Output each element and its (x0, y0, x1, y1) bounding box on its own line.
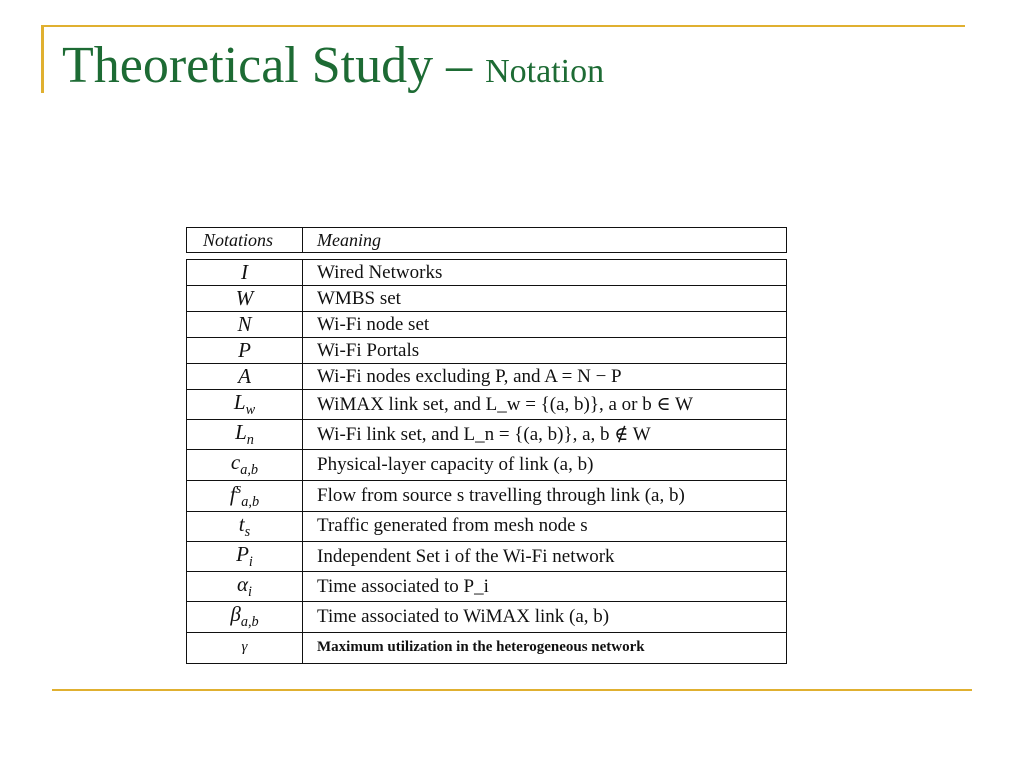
table-row (187, 260, 787, 286)
notation-symbol: W (187, 286, 303, 312)
header-notations: Notations (187, 228, 303, 253)
notation-symbol: N (187, 312, 303, 338)
notation-meaning: Flow from source s travelling through link (a, b) (303, 480, 787, 511)
slide-title (62, 37, 605, 94)
notation-symbol: A (187, 364, 303, 390)
slide-title-main: Theoretical Study – (62, 37, 486, 94)
notation-meaning: Physical-layer capacity of link (a, b) (303, 450, 787, 480)
notation-meaning: Wired Networks (303, 260, 787, 286)
bottom-divider-line (52, 689, 972, 691)
notation-meaning: Wi-Fi node set (303, 312, 787, 338)
notation-table-header (186, 227, 787, 253)
table-row (187, 480, 787, 511)
table-row (187, 338, 787, 364)
notation-meaning: Maximum utilization in the heterogeneous network (303, 632, 787, 663)
notation-meaning: Time associated to WiMAX link (a, b) (303, 602, 787, 632)
notation-symbol: $c_{a,b}$ (187, 450, 303, 480)
notation-symbol: $L_n$ (187, 420, 303, 450)
table-row (187, 602, 787, 632)
notation-symbol: I (187, 260, 303, 286)
table-row (187, 541, 787, 571)
table-row (187, 286, 787, 312)
notation-meaning: Wi-Fi nodes excluding P, and A = N − P (303, 364, 787, 390)
notation-meaning: WiMAX link set, and L_w = {(a, b)}, a or b ∈ W (303, 390, 787, 420)
notation-table (186, 227, 786, 664)
slide-title-sub: Notation (485, 53, 605, 90)
notation-symbol: γ (187, 632, 303, 663)
notation-symbol: P (187, 338, 303, 364)
header-meaning: Meaning (303, 228, 787, 253)
notation-meaning: Time associated to P_i (303, 572, 787, 602)
notation-symbol: $\beta_{a,b}$ (187, 602, 303, 632)
table-row (187, 420, 787, 450)
notation-meaning: Wi-Fi link set, and L_n = {(a, b)}, a, b ∉ W (303, 420, 787, 450)
table-row (187, 364, 787, 390)
left-accent-line (41, 25, 44, 93)
notation-symbol: $P_i$ (187, 541, 303, 571)
notation-meaning: Traffic generated from mesh node s (303, 511, 787, 541)
notation-meaning: Independent Set i of the Wi-Fi network (303, 541, 787, 571)
table-row (187, 450, 787, 480)
notation-meaning: Wi-Fi Portals (303, 338, 787, 364)
table-row (187, 632, 787, 663)
notation-meaning: WMBS set (303, 286, 787, 312)
notation-symbol: $L_w$ (187, 390, 303, 420)
table-row (187, 390, 787, 420)
table-row (187, 572, 787, 602)
notation-table-body (186, 259, 787, 664)
table-row (187, 312, 787, 338)
notation-symbol: $f^s_{a,b}$ (187, 480, 303, 511)
table-row (187, 511, 787, 541)
top-divider-line (41, 25, 965, 27)
notation-symbol: $t_s$ (187, 511, 303, 541)
notation-symbol: $\alpha_i$ (187, 572, 303, 602)
